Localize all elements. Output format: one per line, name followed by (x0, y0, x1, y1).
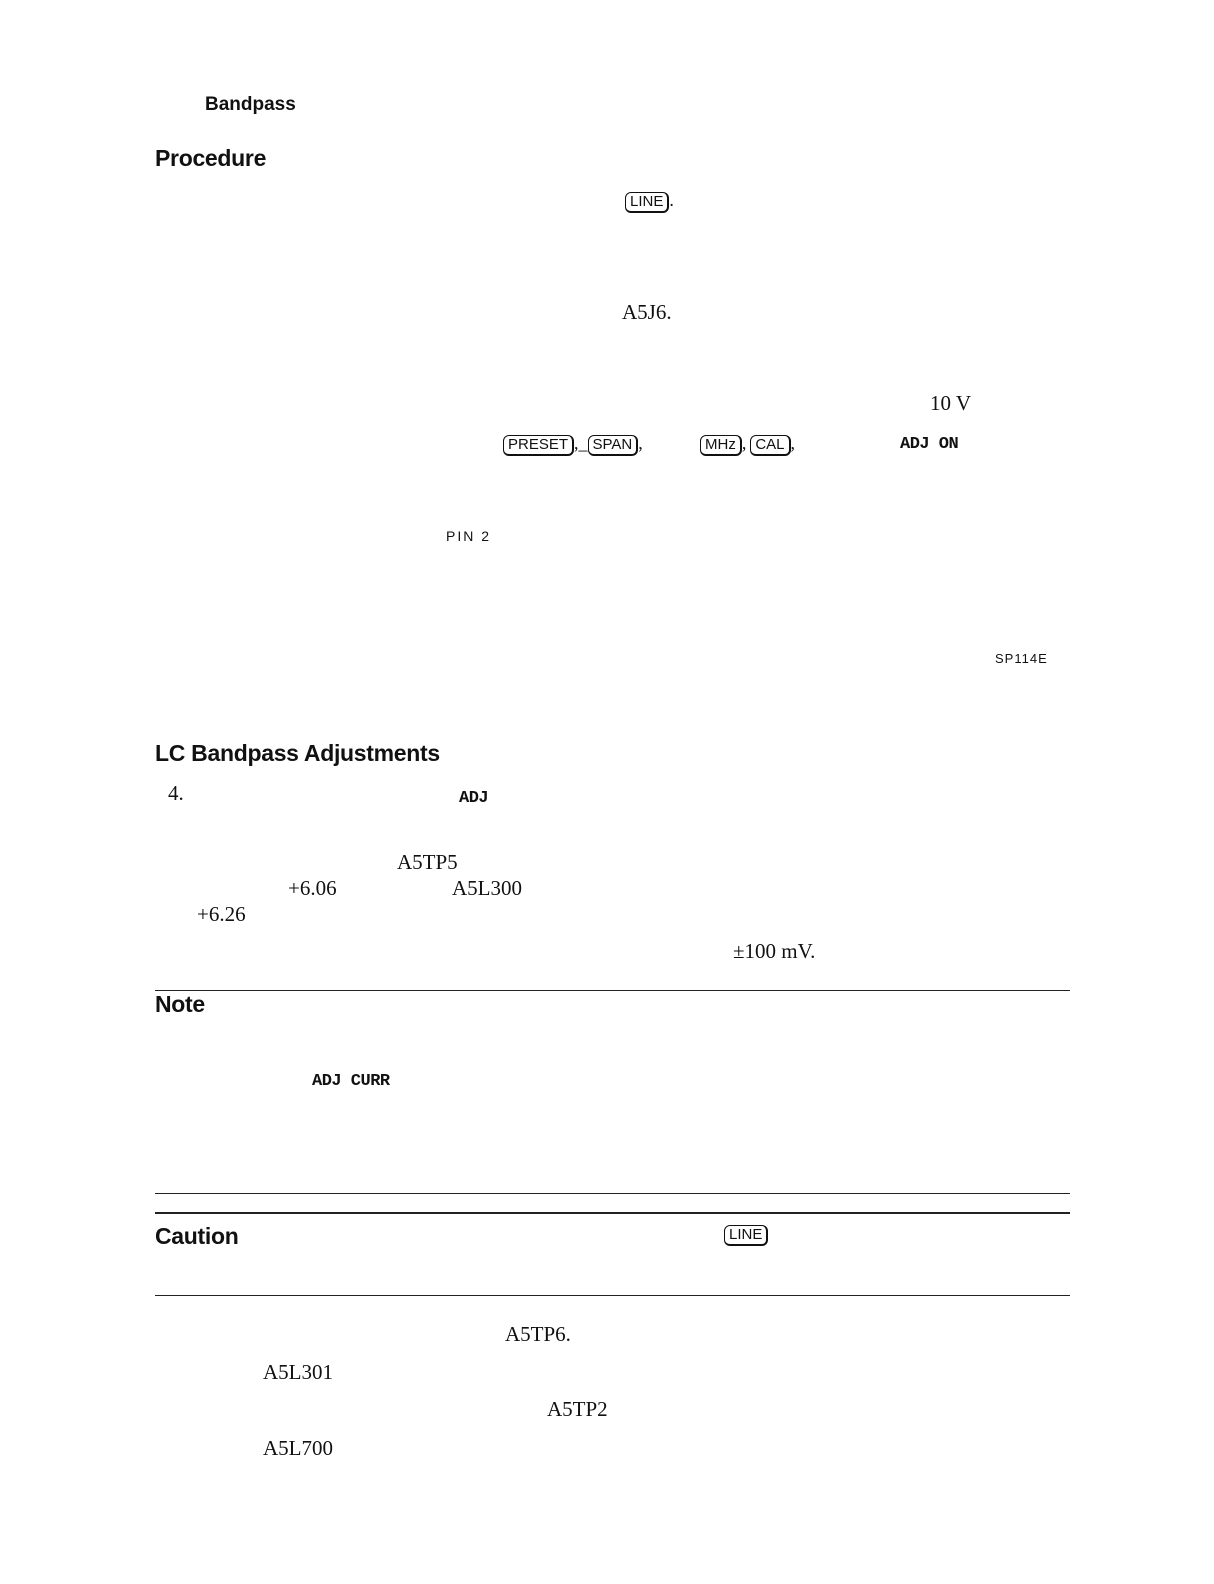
key-sequence-2 (700, 433, 795, 456)
key-separator: ,_ (574, 433, 588, 453)
inductor-a5l301: A5L301 (263, 1360, 333, 1384)
key-separator: , (638, 433, 643, 453)
figure-id: SP114E (995, 651, 1048, 666)
caution-label: Caution (155, 1223, 239, 1249)
line-key: LINE (625, 192, 669, 213)
lc-adjustments-heading: LC Bandpass Adjustments (155, 740, 440, 766)
preset-key: PRESET (503, 435, 574, 456)
connector-a5j6: A5J6. (622, 300, 672, 324)
mhz-key: MHz (700, 435, 742, 456)
step-number: 4. (168, 781, 184, 805)
caution-bottom-rule (155, 1295, 1070, 1296)
tolerance: ±100 mV. (733, 939, 816, 963)
note-top-rule (155, 990, 1070, 991)
span-key: SPAN (588, 435, 639, 456)
voltage-value: 10 V (930, 391, 972, 415)
caution-top-rule (155, 1212, 1070, 1214)
softkey-adj-on: ADJ ON (900, 435, 959, 454)
test-point-a5tp2: A5TP2 (547, 1397, 608, 1421)
value-high: +6.26 (197, 902, 246, 926)
inductor-a5l300: A5L300 (452, 876, 522, 900)
cal-key: CAL (750, 435, 790, 456)
running-title: Bandpass (205, 94, 296, 115)
note-bottom-rule (155, 1193, 1070, 1194)
line-key-suffix: . (669, 190, 674, 210)
caution-line-key: LINE (724, 1225, 768, 1246)
softkey-adj: ADJ (459, 789, 489, 808)
key-separator: , (790, 433, 796, 453)
test-point-a5tp5: A5TP5 (397, 850, 458, 874)
key-separator: , (741, 433, 747, 453)
caution-line-key-reference (724, 1225, 768, 1246)
pin-label: PIN 2 (446, 528, 492, 544)
inductor-a5l700: A5L700 (263, 1436, 333, 1460)
value-low: +6.06 (288, 876, 337, 900)
note-label: Note (155, 991, 205, 1017)
procedure-heading: Procedure (155, 145, 267, 171)
softkey-adj-curr: ADJ CURR (312, 1072, 390, 1091)
test-point-a5tp6: A5TP6. (505, 1322, 571, 1346)
key-sequence (503, 433, 643, 456)
line-key-reference (625, 190, 674, 213)
